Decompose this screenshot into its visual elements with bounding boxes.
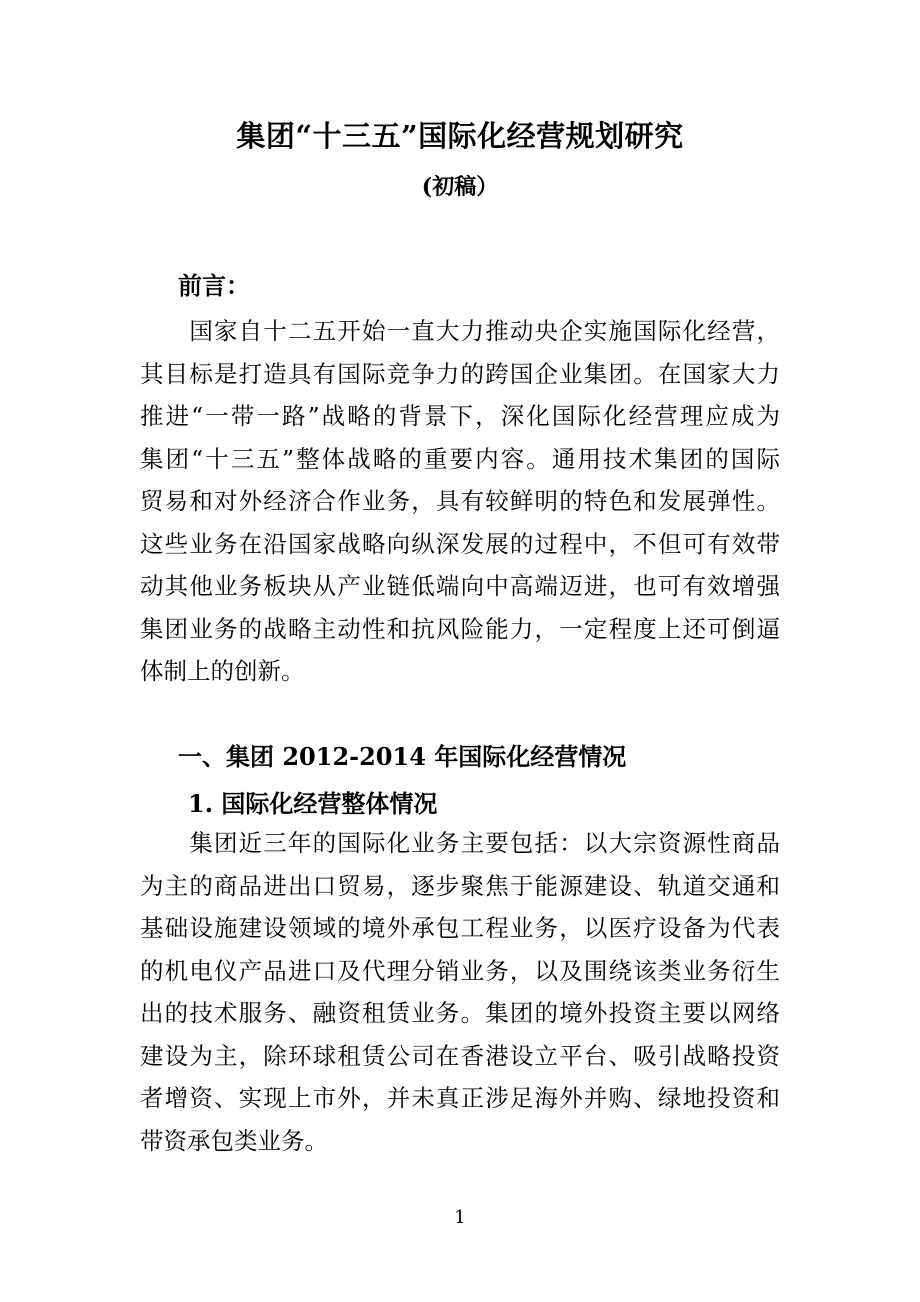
paragraph-line: 体制上的创新。 (140, 657, 305, 685)
paragraph-line: 国家自十二五开始一直大力推动央企实施国际化经营， (140, 317, 780, 345)
document-subtitle: (初稿） (421, 174, 499, 200)
paragraph-line: 贸易和对外经济合作业务，具有较鲜明的特色和发展弹性。 (140, 487, 780, 515)
paragraph-line: 的机电仪产品进口及代理分销业务，以及围绕该类业务衍生 (140, 956, 780, 985)
paragraph-line: 基础设施建设领域的境外承包工程业务，以医疗设备为代表 (140, 914, 780, 942)
preface-heading: 前言： (178, 271, 250, 300)
paragraph-line: 动其他业务板块从产业链低端向中高端迈进，也可有效增强 (140, 572, 780, 600)
paragraph-line: 集团业务的战略主动性和抗风险能力，一定程度上还可倒逼 (140, 614, 780, 643)
section-paragraph (140, 822, 780, 1162)
paragraph-line: 者增资、实现上市外，并未真正涉足海外并购、绿地投资和 (140, 1084, 780, 1112)
section-heading: 一、集团 2012-2014 年国际化经营情况 (178, 742, 627, 771)
paragraph-line: 这些业务在沿国家战略向纵深发展的过程中，不但可有效带 (140, 529, 780, 558)
page-number: 1 (454, 1207, 466, 1228)
paragraph-line: 建设为主，除环球租赁公司在香港设立平台、吸引战略投资 (140, 1041, 780, 1070)
document-title: 集团“十三五”国际化经营规划研究 (236, 119, 684, 153)
paragraph-line: 其目标是打造具有国际竞争力的跨国企业集团。在国家大力 (140, 359, 780, 388)
preface-paragraph (140, 310, 780, 693)
paragraph-line: 推进“一带一路”战略的背景下，深化国际化经营理应成为 (140, 402, 780, 430)
paragraph-line: 集团“十三五”整体战略的重要内容。通用技术集团的国际 (140, 444, 780, 473)
subsection-heading: 1. 国际化经营整体情况 (188, 789, 438, 818)
paragraph-line: 为主的商品进出口贸易，逐步聚焦于能源建设、轨道交通和 (140, 871, 780, 900)
paragraph-line: 带资承包类业务。 (140, 1126, 328, 1155)
paragraph-line: 集团近三年的国际化业务主要包括：以大宗资源性商品 (140, 829, 780, 857)
paragraph-line: 出的技术服务、融资租赁业务。集团的境外投资主要以网络 (140, 999, 780, 1027)
